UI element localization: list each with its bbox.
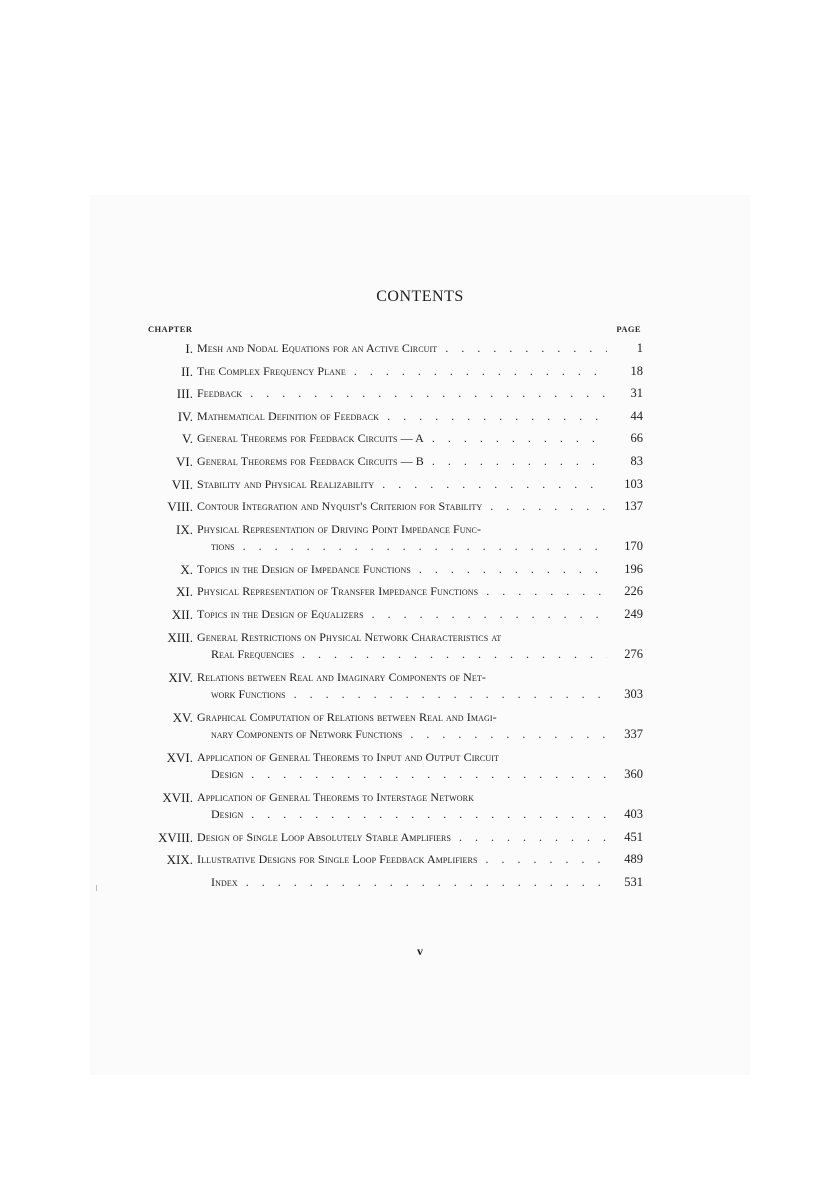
toc-entry[interactable]	[100, 584, 645, 607]
toc-entry[interactable]	[100, 341, 645, 364]
page-number-ref: 403	[607, 807, 643, 822]
chapter-number: XVII.	[162, 789, 193, 805]
page-number-ref: 83	[607, 454, 643, 469]
page-number: v	[417, 944, 423, 958]
chapter-number: II.	[181, 363, 193, 379]
page-number-ref: 226	[607, 584, 643, 599]
page-number-ref: 170	[607, 539, 643, 554]
toc-entry[interactable]	[100, 409, 645, 432]
toc-entry[interactable]	[100, 710, 645, 750]
chapter-title: Relations between Real and Imaginary Components of Net-	[197, 669, 486, 684]
chapter-number: XIII.	[167, 629, 193, 645]
chapter-number: XIX.	[166, 852, 193, 868]
toc-entry[interactable]	[100, 477, 645, 500]
toc-entry[interactable]	[100, 562, 645, 585]
chapter-number: XVI.	[166, 749, 193, 765]
chapter-title: The Complex Frequency Plane . . .	[197, 364, 607, 379]
toc-entry[interactable]	[100, 499, 645, 522]
chapter-title: Graphical Computation of Relations between Real and Imagi-	[197, 709, 497, 724]
chapter-title-continued: nary Components of Network Functions . . .	[211, 727, 607, 742]
chapter-number: I.	[185, 341, 193, 356]
chapter-number: XIV.	[168, 669, 193, 685]
chapter-column-header: CHAPTER	[148, 324, 193, 334]
toc-entry[interactable]	[100, 431, 645, 454]
page-number-ref: 18	[607, 364, 643, 379]
chapter-number: XII.	[171, 606, 193, 622]
chapter-title: Index . . .	[211, 875, 621, 890]
page-number-ref: 31	[607, 386, 643, 401]
chapter-title: Design of Single Loop Absolutely Stable Amplifiers . . .	[197, 830, 607, 845]
chapter-number: VII.	[171, 476, 193, 492]
chapter-number: VI.	[176, 453, 193, 469]
chapter-title: Physical Representation of Transfer Impedance Functions . . .	[197, 584, 607, 599]
toc-entry[interactable]	[100, 454, 645, 477]
toc-entry[interactable]	[100, 790, 645, 830]
toc-entry[interactable]	[100, 630, 645, 670]
chapter-title: Illustrative Designs for Single Loop Feedback Amplifiers . . .	[197, 852, 607, 867]
chapter-title: Feedback . . .	[197, 386, 607, 401]
chapter-title-continued: work Functions . . .	[211, 687, 607, 702]
chapter-title: Contour Integration and Nyquist's Criterion for Stability . . .	[197, 499, 607, 514]
page-number-ref: 196	[607, 562, 643, 577]
chapter-number: IV.	[177, 408, 193, 424]
page-number-ref: 66	[607, 431, 643, 446]
chapter-number: X.	[180, 561, 193, 577]
page-number-ref: 103	[607, 477, 643, 492]
chapter-number: IX.	[176, 521, 193, 537]
chapter-title: Application of General Theorems to Input and Output Circuit	[197, 749, 499, 764]
toc-entry[interactable]	[100, 607, 645, 630]
toc-entry[interactable]	[100, 875, 645, 898]
table-of-contents	[100, 341, 645, 897]
toc-entry[interactable]	[100, 386, 645, 409]
page-number-ref: 276	[607, 647, 643, 662]
toc-entry[interactable]	[100, 750, 645, 790]
page-number-ref: 489	[607, 852, 643, 867]
toc-entry[interactable]	[100, 852, 645, 875]
page-title: CONTENTS	[376, 288, 464, 305]
page-column-header: PAGE	[616, 324, 641, 334]
page-number-ref: 531	[607, 875, 643, 890]
toc-entry[interactable]	[100, 670, 645, 710]
chapter-title: Topics in the Design of Impedance Functions . . .	[197, 562, 607, 577]
page-number-ref: 303	[607, 687, 643, 702]
chapter-number: XI.	[176, 584, 193, 600]
chapter-title-continued: Design . . .	[211, 807, 607, 822]
toc-entry[interactable]	[100, 522, 645, 562]
chapter-number: XV.	[172, 709, 193, 725]
chapter-title-continued: Real Frequencies . . .	[211, 647, 607, 662]
chapter-title-continued: Design . . .	[211, 767, 607, 782]
chapter-number: XVIII.	[157, 829, 193, 845]
page-number-ref: 1	[607, 341, 643, 356]
page-number-ref: 360	[607, 767, 643, 782]
toc-entry[interactable]	[100, 364, 645, 387]
chapter-number: VIII.	[167, 499, 193, 515]
chapter-number: V.	[182, 431, 193, 447]
chapter-title: General Theorems for Feedback Circuits — B . . .	[197, 454, 607, 469]
toc-entry[interactable]	[100, 830, 645, 853]
scan-mark	[96, 885, 97, 891]
chapter-title: General Theorems for Feedback Circuits — A . . .	[197, 431, 607, 446]
chapter-title: General Restrictions on Physical Network Characteristics at	[197, 629, 502, 644]
page-number-ref: 44	[607, 409, 643, 424]
page-number-ref: 337	[607, 727, 643, 742]
page-number-ref: 249	[607, 607, 643, 622]
chapter-title-continued: tions . . .	[211, 539, 607, 554]
chapter-title: Mesh and Nodal Equations for an Active Circuit . . .	[197, 341, 607, 356]
chapter-number: III.	[176, 386, 193, 402]
chapter-title: Mathematical Definition of Feedback . . .	[197, 409, 607, 424]
page-number-ref: 137	[607, 499, 643, 514]
chapter-title: Stability and Physical Realizability . . .	[197, 477, 607, 492]
chapter-title: Application of General Theorems to Interstage Network	[197, 789, 474, 804]
page-number-ref: 451	[607, 830, 643, 845]
chapter-title: Topics in the Design of Equalizers . . .	[197, 607, 607, 622]
chapter-title: Physical Representation of Driving Point Impedance Func-	[197, 521, 482, 536]
